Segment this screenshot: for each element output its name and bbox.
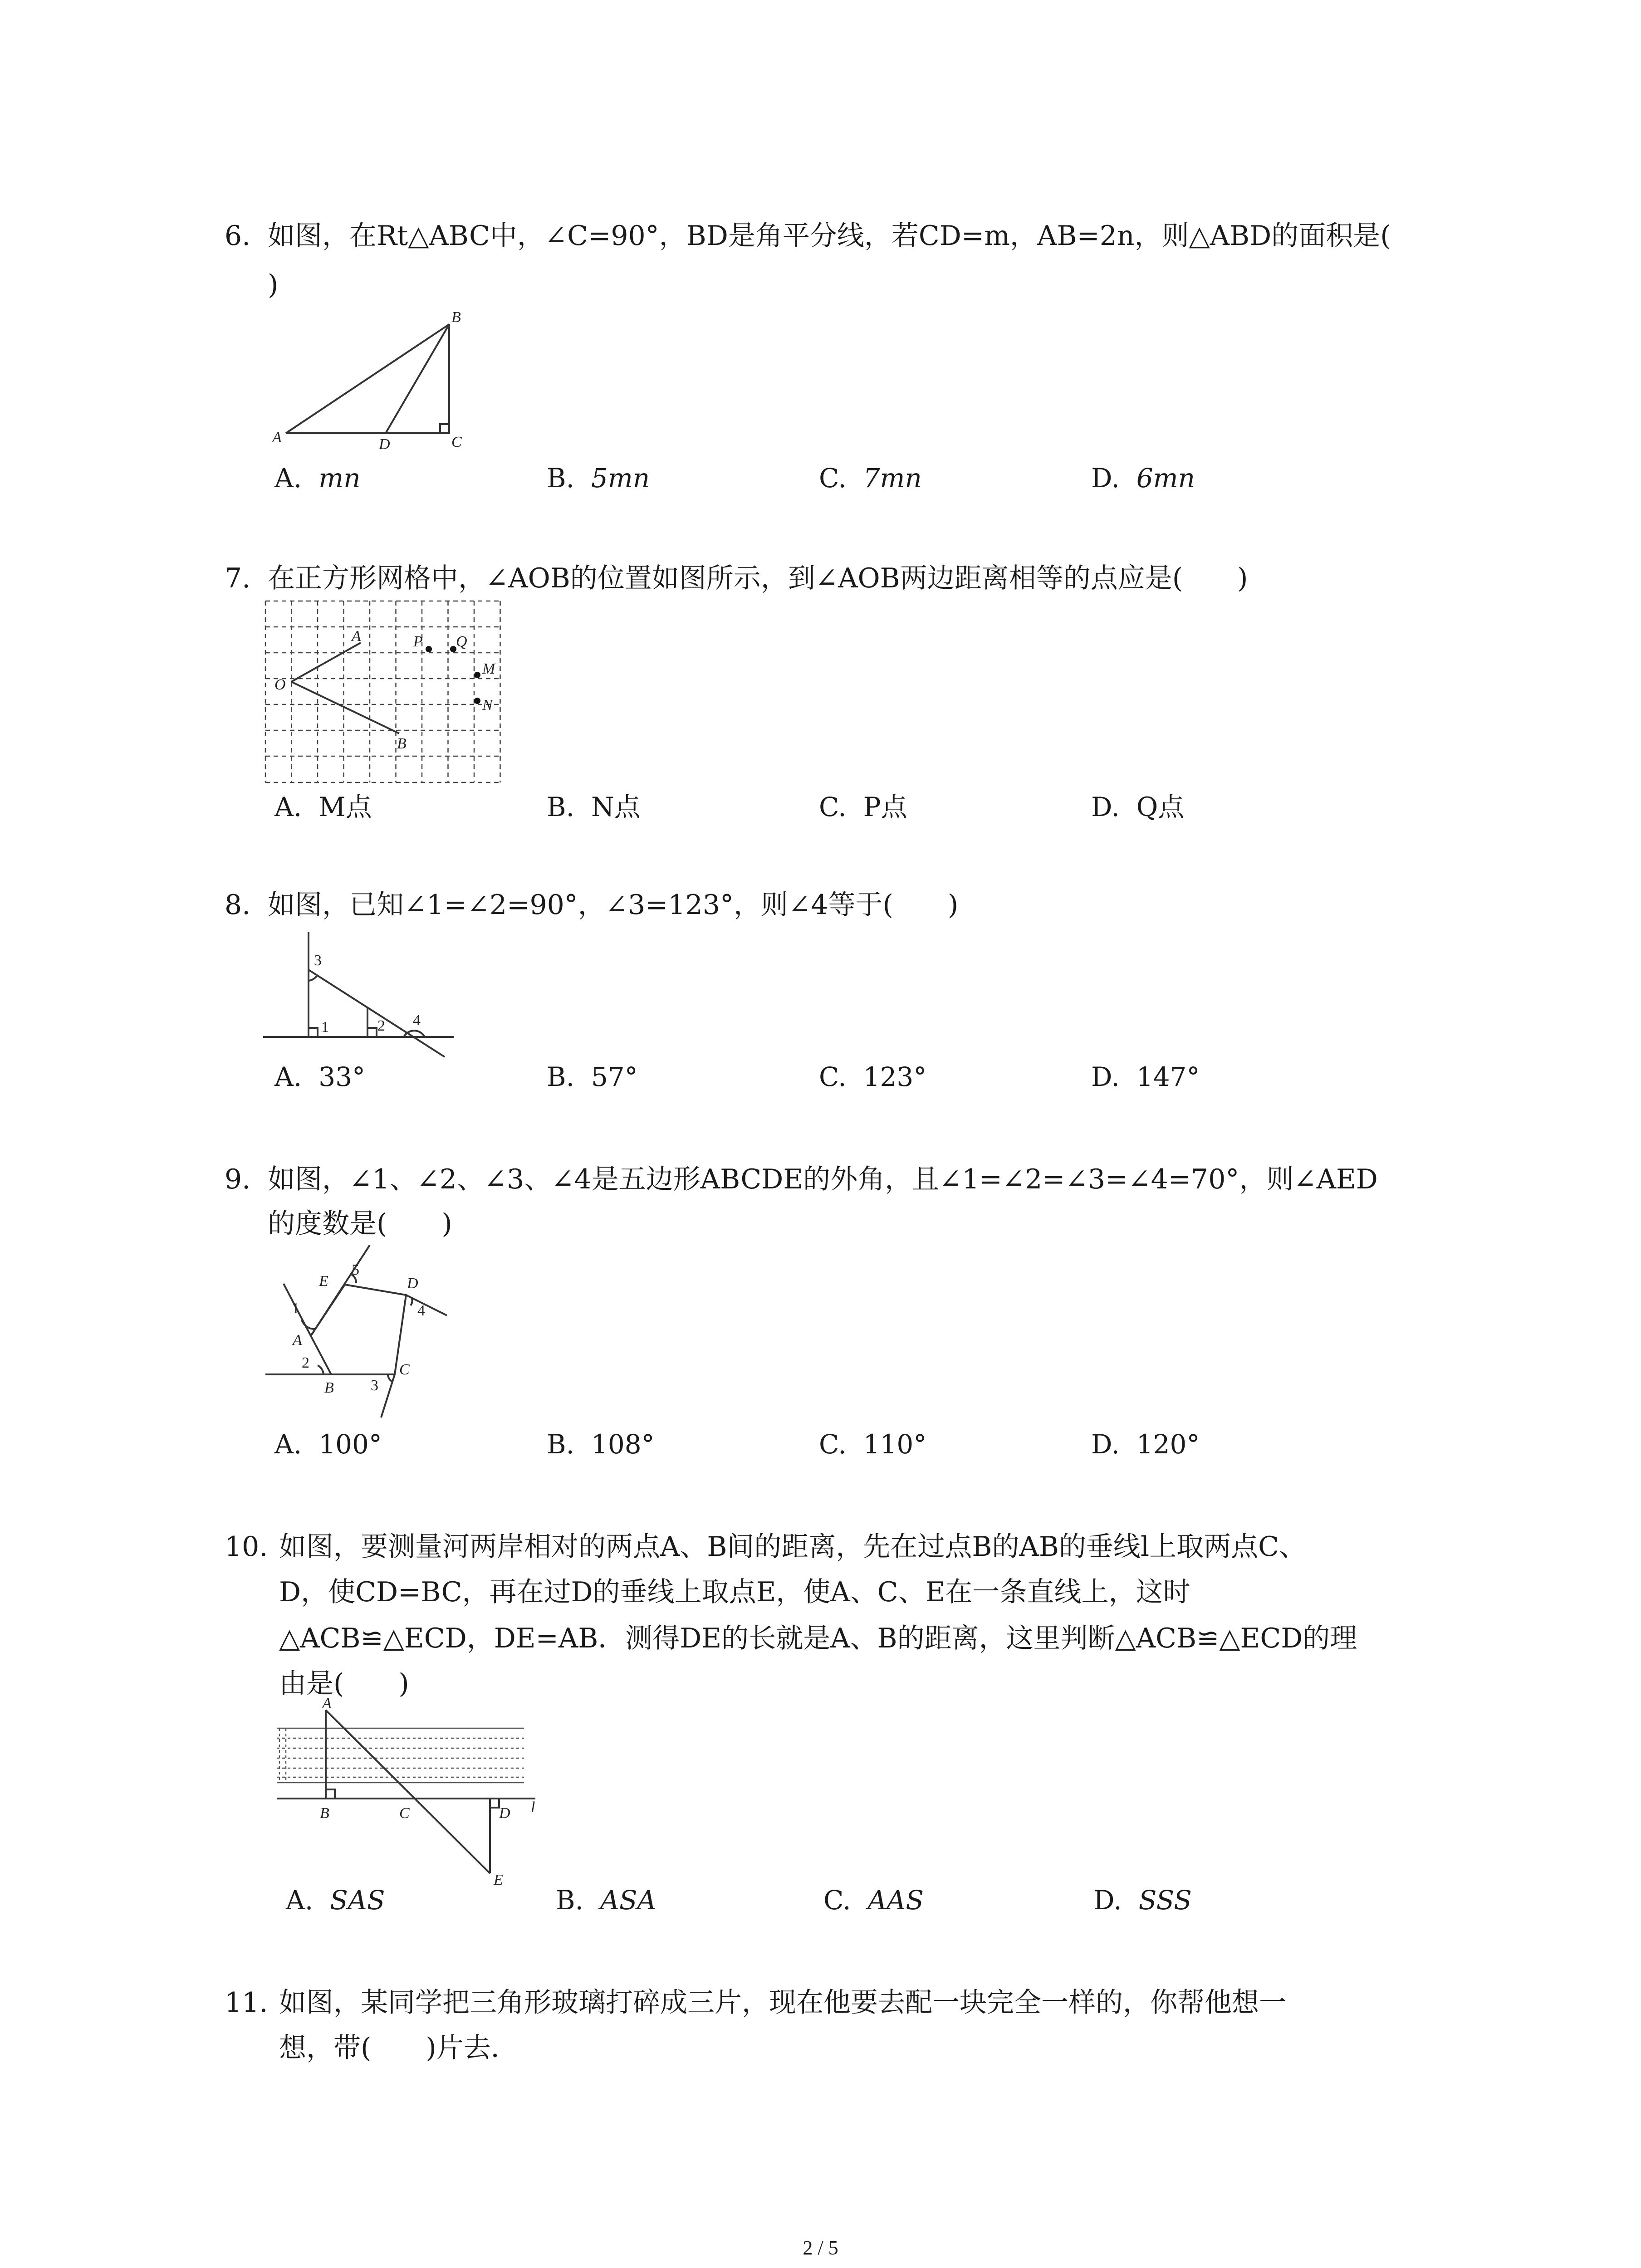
label-D: D bbox=[379, 436, 390, 453]
label-B: B bbox=[320, 1805, 329, 1822]
option-c[interactable]: C. 123° bbox=[819, 1061, 927, 1092]
question-text-line: △ACB≌△ECD，DE=AB．测得DE的长就是A、B的距离，这里判断△ACB≌△ECD的理 bbox=[279, 1623, 1357, 1654]
label-A: A bbox=[322, 1695, 332, 1712]
label-D: D bbox=[499, 1805, 510, 1822]
label-E: E bbox=[494, 1872, 503, 1888]
question-text-line: 如图，在Rt△ABC中，∠C=90°，BD是角平分线，若CD=m，AB=2n，则△ABD的面积是( bbox=[268, 220, 1391, 252]
question-number: 10. bbox=[225, 1531, 268, 1563]
question-text-line: D，使CD=BC，再在过D的垂线上取点E，使A、C、E在一条直线上，这时 bbox=[279, 1576, 1190, 1608]
question-text-line: 如图，要测量河两岸相对的两点A、B间的距离，先在过点B的AB的垂线l上取两点C、 bbox=[279, 1531, 1307, 1563]
figure-river bbox=[277, 1695, 558, 1888]
label-P: P bbox=[413, 633, 423, 650]
label-B: B bbox=[451, 309, 461, 326]
label-C: C bbox=[451, 434, 462, 450]
label-A: A bbox=[352, 628, 361, 645]
question-text-line: 的度数是( ) bbox=[268, 1208, 452, 1240]
question-text-line: 在正方形网格中，∠AOB的位置如图所示，到∠AOB两边距离相等的点应是( ) bbox=[268, 562, 1248, 594]
option-a[interactable]: A. 33° bbox=[274, 1061, 366, 1092]
label-Q: Q bbox=[456, 633, 467, 650]
label-angle-1: 1 bbox=[292, 1300, 299, 1317]
option-b[interactable]: B. 108° bbox=[547, 1429, 655, 1460]
label-A: A bbox=[272, 429, 282, 446]
option-a[interactable]: A. mn bbox=[274, 463, 361, 494]
question-text-line: 如图，已知∠1=∠2=90°，∠3=123°，则∠4等于( ) bbox=[268, 889, 959, 921]
question-number: 6. bbox=[225, 220, 251, 252]
label-M: M bbox=[482, 660, 495, 677]
option-c[interactable]: C. P点 bbox=[819, 792, 907, 822]
question-text-line: 想，带( )片去． bbox=[279, 2032, 518, 2064]
label-l: l bbox=[531, 1799, 535, 1816]
question-text-line: 由是( ) bbox=[279, 1668, 409, 1700]
option-b[interactable]: B. 5mn bbox=[547, 463, 650, 494]
option-c[interactable]: C. AAS bbox=[823, 1885, 924, 1916]
label-angle-3: 3 bbox=[314, 952, 322, 969]
label-E: E bbox=[319, 1273, 328, 1290]
option-b[interactable]: B. N点 bbox=[547, 792, 641, 822]
label-angle-2: 2 bbox=[302, 1354, 309, 1371]
option-d[interactable]: D. SSS bbox=[1093, 1885, 1192, 1916]
label-C: C bbox=[399, 1361, 410, 1378]
label-angle-4: 4 bbox=[417, 1302, 425, 1319]
option-b[interactable]: B. ASA bbox=[556, 1885, 656, 1916]
label-A: A bbox=[293, 1332, 302, 1349]
option-c[interactable]: C. 110° bbox=[819, 1429, 927, 1460]
option-d[interactable]: D. 6mn bbox=[1091, 463, 1195, 494]
figure-pentagon bbox=[265, 1243, 456, 1420]
figure-angles bbox=[263, 930, 463, 1066]
option-b[interactable]: B. 57° bbox=[547, 1061, 638, 1092]
page-number: 2 / 5 bbox=[803, 2237, 838, 2259]
label-angle-1: 1 bbox=[321, 1019, 329, 1036]
label-angle-5: 5 bbox=[352, 1261, 359, 1278]
label-C: C bbox=[399, 1805, 410, 1822]
option-a[interactable]: A. 100° bbox=[274, 1429, 382, 1460]
figure-grid-angle bbox=[265, 601, 510, 787]
question-number: 9. bbox=[225, 1163, 251, 1195]
label-angle-4: 4 bbox=[413, 1012, 421, 1029]
question-number: 8. bbox=[225, 889, 251, 921]
label-N: N bbox=[482, 697, 493, 714]
label-B: B bbox=[397, 735, 407, 752]
figure-right-triangle bbox=[263, 304, 481, 454]
label-D: D bbox=[407, 1275, 418, 1292]
label-angle-2: 2 bbox=[377, 1017, 385, 1034]
option-c[interactable]: C. 7mn bbox=[819, 463, 922, 494]
question-text-line: 如图，∠1、∠2、∠3、∠4是五边形ABCDE的外角，且∠1=∠2=∠3=∠4=70°，则∠AED bbox=[268, 1163, 1378, 1195]
label-angle-3: 3 bbox=[371, 1377, 378, 1394]
question-number: 7. bbox=[225, 562, 251, 594]
question-text-line: 如图，某同学把三角形玻璃打碎成三片，现在他要去配一块完全一样的，你帮他想一 bbox=[279, 1987, 1286, 2019]
option-a[interactable]: A. M点 bbox=[274, 792, 372, 822]
option-d[interactable]: D. 147° bbox=[1091, 1061, 1200, 1092]
option-d[interactable]: D. Q点 bbox=[1091, 792, 1185, 822]
option-d[interactable]: D. 120° bbox=[1091, 1429, 1200, 1460]
label-O: O bbox=[274, 676, 286, 693]
question-text-line: ) bbox=[268, 269, 279, 301]
label-B: B bbox=[324, 1379, 334, 1396]
question-number: 11. bbox=[225, 1987, 268, 2019]
option-a[interactable]: A. SAS bbox=[286, 1885, 385, 1916]
